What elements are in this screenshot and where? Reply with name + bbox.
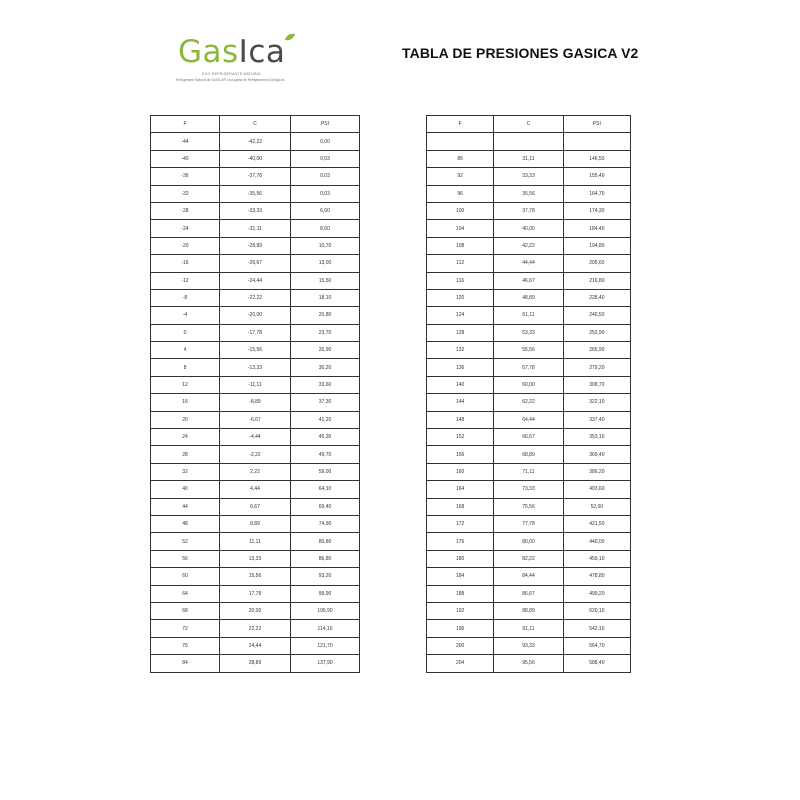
cell-f: 32 <box>151 463 220 480</box>
table-row <box>427 550 631 567</box>
cell-f: 172 <box>427 515 494 532</box>
cell-psi: 23,70 <box>291 324 360 341</box>
cell-c: 6,67 <box>219 498 290 515</box>
table-row <box>427 585 631 602</box>
column-header-c: C <box>219 116 290 133</box>
table-row <box>151 446 360 463</box>
table-row <box>151 220 360 237</box>
cell-c: -26,67 <box>219 255 290 272</box>
page-title: TABLA DE PRESIONES GASICA V2 <box>402 45 639 61</box>
cell-c: 93,33 <box>494 637 563 654</box>
pressure-table-right <box>426 115 631 673</box>
cell-f: -24 <box>151 220 220 237</box>
cell-psi: 69,40 <box>291 498 360 515</box>
cell-psi: 59,00 <box>291 463 360 480</box>
cell-psi: 478,80 <box>563 568 630 585</box>
gasica-logo <box>172 30 307 90</box>
table-row <box>427 463 631 480</box>
table-row <box>427 237 631 254</box>
cell-f: 24 <box>151 429 220 446</box>
cell-psi: 205,60 <box>563 255 630 272</box>
table-row <box>427 429 631 446</box>
table-row <box>427 515 631 532</box>
cell-f: 56 <box>151 550 220 567</box>
cell-f: 40 <box>151 481 220 498</box>
cell-f: 104 <box>427 220 494 237</box>
cell-f: 176 <box>427 533 494 550</box>
cell-c: 15,56 <box>219 568 290 585</box>
cell-f: 64 <box>151 585 220 602</box>
cell-psi: 155,40 <box>563 168 630 185</box>
cell-f: -40 <box>151 150 220 167</box>
table-row <box>151 255 360 272</box>
cell-psi: 308,70 <box>563 376 630 393</box>
cell-psi: 228,40 <box>563 289 630 306</box>
cell-psi: 240,50 <box>563 307 630 324</box>
table-row <box>151 637 360 654</box>
cell-psi: 184,40 <box>563 220 630 237</box>
table-row <box>151 324 360 341</box>
column-header-f: F <box>427 116 494 133</box>
cell-f: 100 <box>427 202 494 219</box>
cell-c: 31,11 <box>494 150 563 167</box>
table-row <box>427 446 631 463</box>
cell-f: -36 <box>151 168 220 185</box>
cell-c: 84,44 <box>494 568 563 585</box>
cell-f: 48 <box>151 515 220 532</box>
column-header-f: F <box>151 116 220 133</box>
table-row <box>151 568 360 585</box>
table-header-row <box>151 116 360 133</box>
cell-f: 160 <box>427 463 494 480</box>
table-row <box>151 185 360 202</box>
table-row <box>151 168 360 185</box>
table-row <box>151 463 360 480</box>
table-row <box>151 342 360 359</box>
table-row <box>151 429 360 446</box>
table-row <box>427 150 631 167</box>
cell-f: 120 <box>427 289 494 306</box>
cell-f: 44 <box>151 498 220 515</box>
cell-f: -32 <box>151 185 220 202</box>
cell-psi: 421,50 <box>563 515 630 532</box>
table-row <box>427 342 631 359</box>
cell-psi: 194,80 <box>563 237 630 254</box>
cell-c: 91,11 <box>494 620 563 637</box>
cell-c: 20,00 <box>219 602 290 619</box>
cell-c: -20,00 <box>219 307 290 324</box>
cell-c: -37,78 <box>219 168 290 185</box>
cell-psi: 30,20 <box>291 359 360 376</box>
cell-c: 53,33 <box>494 324 563 341</box>
cell-c: -2,22 <box>219 446 290 463</box>
table-row <box>151 150 360 167</box>
cell-f: 76 <box>151 637 220 654</box>
cell-c: 24,44 <box>219 637 290 654</box>
cell-f: 52 <box>151 533 220 550</box>
cell-f: 12 <box>151 376 220 393</box>
cell-psi: 337,40 <box>563 411 630 428</box>
cell-f: 72 <box>151 620 220 637</box>
cell-psi: 86,80 <box>291 550 360 567</box>
table-row <box>427 637 631 654</box>
table-row <box>151 602 360 619</box>
table-row <box>427 498 631 515</box>
cell-c: 42,22 <box>494 237 563 254</box>
cell-psi: 41,20 <box>291 411 360 428</box>
cell-psi: 369,40 <box>563 446 630 463</box>
cell-f: 108 <box>427 237 494 254</box>
cell-c: 33,33 <box>494 168 563 185</box>
cell-psi: 0,03 <box>291 185 360 202</box>
cell-c: -31,11 <box>219 220 290 237</box>
cell-f: 84 <box>151 655 220 672</box>
cell-c: 8,89 <box>219 515 290 532</box>
table-row <box>151 133 360 150</box>
cell-psi: 0,03 <box>291 168 360 185</box>
cell-f: 164 <box>427 481 494 498</box>
cell-f: 68 <box>151 602 220 619</box>
cell-c: 68,89 <box>494 446 563 463</box>
cell-c: 11,11 <box>219 533 290 550</box>
cell-f: -44 <box>151 133 220 150</box>
cell-c: 88,89 <box>494 602 563 619</box>
table-row <box>151 202 360 219</box>
cell-psi: 279,20 <box>563 359 630 376</box>
cell-c: 64,44 <box>494 411 563 428</box>
table-row <box>151 307 360 324</box>
cell-psi: 216,80 <box>563 272 630 289</box>
cell-f: 204 <box>427 655 494 672</box>
cell-psi: 353,10 <box>563 429 630 446</box>
cell-c: 40,00 <box>494 220 563 237</box>
table-row <box>151 533 360 550</box>
cell-f: 196 <box>427 620 494 637</box>
cell-psi: 114,10 <box>291 620 360 637</box>
cell-psi: 106,90 <box>291 602 360 619</box>
cell-f: -12 <box>151 272 220 289</box>
table-row <box>427 568 631 585</box>
cell-c: -33,33 <box>219 202 290 219</box>
cell-f: -28 <box>151 202 220 219</box>
cell-psi: 99,90 <box>291 585 360 602</box>
cell-f: -20 <box>151 237 220 254</box>
cell-f: 132 <box>427 342 494 359</box>
cell-f: 28 <box>151 446 220 463</box>
cell-psi: 499,20 <box>563 585 630 602</box>
table-row <box>427 272 631 289</box>
cell-f: 92 <box>427 168 494 185</box>
cell-c: 60,00 <box>494 376 563 393</box>
cell-c: -17,78 <box>219 324 290 341</box>
logo-wordmark <box>178 30 285 74</box>
cell-c: 55,56 <box>494 342 563 359</box>
cell-c: 62,22 <box>494 394 563 411</box>
cell-psi: 6,60 <box>291 202 360 219</box>
cell-c: 86,67 <box>494 585 563 602</box>
cell-psi: 45,30 <box>291 429 360 446</box>
cell-f: 180 <box>427 550 494 567</box>
cell-psi: 0,03 <box>291 150 360 167</box>
cell-f: -8 <box>151 289 220 306</box>
table-row <box>151 272 360 289</box>
table-row <box>151 376 360 393</box>
cell-c: 66,67 <box>494 429 563 446</box>
cell-f: 192 <box>427 602 494 619</box>
pressure-table-left <box>150 115 360 673</box>
cell-psi: 93,20 <box>291 568 360 585</box>
table-row <box>151 585 360 602</box>
table-spacer-row <box>427 133 631 150</box>
cell-c: 95,56 <box>494 655 563 672</box>
table-row <box>427 202 631 219</box>
cell-c: 51,11 <box>494 307 563 324</box>
cell-psi: 20,80 <box>291 307 360 324</box>
cell-f: 4 <box>151 342 220 359</box>
column-header-psi: PSI <box>563 116 630 133</box>
cell-f: 96 <box>427 185 494 202</box>
cell-f: 112 <box>427 255 494 272</box>
cell-f: 8 <box>151 359 220 376</box>
column-header-c: C <box>494 116 563 133</box>
cell-f: 140 <box>427 376 494 393</box>
cell-psi: 386,20 <box>563 463 630 480</box>
cell-psi: 121,70 <box>291 637 360 654</box>
cell-c: 4,44 <box>219 481 290 498</box>
table-row <box>427 533 631 550</box>
cell-f: 86 <box>427 150 494 167</box>
cell-c: 73,33 <box>494 481 563 498</box>
cell-c: -35,56 <box>219 185 290 202</box>
cell-c: 13,33 <box>219 550 290 567</box>
cell-psi: 174,30 <box>563 202 630 219</box>
table-row <box>427 185 631 202</box>
cell-c: 71,11 <box>494 463 563 480</box>
logo-tagline-2: Refrigerante Natural de GASICA® Una gama de Refrigerantes Ecológicos <box>176 78 285 82</box>
cell-c: 2,22 <box>219 463 290 480</box>
cell-c: -24,44 <box>219 272 290 289</box>
table-row <box>427 411 631 428</box>
cell-psi: 146,50 <box>563 150 630 167</box>
table-row <box>151 550 360 567</box>
cell-f: 60 <box>151 568 220 585</box>
cell-c: -42,22 <box>219 133 290 150</box>
cell-c: -6,67 <box>219 411 290 428</box>
cell-c: 48,89 <box>494 289 563 306</box>
cell-c: -15,56 <box>219 342 290 359</box>
cell-f: 128 <box>427 324 494 341</box>
table-row <box>427 481 631 498</box>
table-row <box>151 359 360 376</box>
cell-psi: 542,10 <box>563 620 630 637</box>
table-row <box>427 376 631 393</box>
cell-c: 28,89 <box>219 655 290 672</box>
cell-psi: 8,60 <box>291 220 360 237</box>
cell-psi: 564,70 <box>563 637 630 654</box>
cell-psi: 52,00 <box>563 498 630 515</box>
table-row <box>151 498 360 515</box>
table-row <box>427 394 631 411</box>
logo-ica: Ica <box>238 34 286 70</box>
cell-psi: 459,10 <box>563 550 630 567</box>
cell-c: -13,33 <box>219 359 290 376</box>
cell-f: 136 <box>427 359 494 376</box>
cell-f: 200 <box>427 637 494 654</box>
table-row <box>151 411 360 428</box>
cell-f: 116 <box>427 272 494 289</box>
cell-psi: 265,90 <box>563 342 630 359</box>
cell-psi: 37,30 <box>291 394 360 411</box>
table-row <box>427 220 631 237</box>
cell-psi: 33,60 <box>291 376 360 393</box>
cell-f: 152 <box>427 429 494 446</box>
cell-psi: 10,70 <box>291 237 360 254</box>
cell-psi: 80,80 <box>291 533 360 550</box>
cell-psi: 164,70 <box>563 185 630 202</box>
cell-psi: 322,10 <box>563 394 630 411</box>
cell-psi: 13,00 <box>291 255 360 272</box>
table-row <box>427 307 631 324</box>
cell-f: 16 <box>151 394 220 411</box>
table-row <box>427 324 631 341</box>
logo-gas: Gas <box>178 34 239 70</box>
column-header-psi: PSI <box>291 116 360 133</box>
cell-c: -22,22 <box>219 289 290 306</box>
table-row <box>151 237 360 254</box>
cell-f: 148 <box>427 411 494 428</box>
table-row <box>427 655 631 672</box>
cell-c: -40,00 <box>219 150 290 167</box>
logo-tagline-1: ECO-REFRIGERANTE NATURAL <box>202 72 262 76</box>
cell-c: 17,78 <box>219 585 290 602</box>
cell-c: 37,78 <box>494 202 563 219</box>
cell-f: -4 <box>151 307 220 324</box>
cell-c: -4,44 <box>219 429 290 446</box>
cell-psi: 0,00 <box>291 133 360 150</box>
cell-c: 46,67 <box>494 272 563 289</box>
table-row <box>151 394 360 411</box>
cell-f: 188 <box>427 585 494 602</box>
table-row <box>427 255 631 272</box>
cell-c: -8,89 <box>219 394 290 411</box>
cell-c: 80,00 <box>494 533 563 550</box>
table-header-row <box>427 116 631 133</box>
cell-psi: 620,10 <box>563 602 630 619</box>
cell-c: 35,56 <box>494 185 563 202</box>
table-row <box>427 168 631 185</box>
cell-f: 184 <box>427 568 494 585</box>
table-row <box>427 289 631 306</box>
table-row <box>427 602 631 619</box>
cell-c: 75,56 <box>494 498 563 515</box>
cell-c: 57,78 <box>494 359 563 376</box>
table-row <box>151 289 360 306</box>
cell-psi: 440,00 <box>563 533 630 550</box>
cell-psi: 26,90 <box>291 342 360 359</box>
cell-f: -16 <box>151 255 220 272</box>
cell-f: 156 <box>427 446 494 463</box>
cell-c: -28,89 <box>219 237 290 254</box>
leaf-icon <box>284 33 296 41</box>
cell-f: 124 <box>427 307 494 324</box>
cell-psi: 49,70 <box>291 446 360 463</box>
cell-c: 44,44 <box>494 255 563 272</box>
cell-f: 20 <box>151 411 220 428</box>
table-row <box>151 655 360 672</box>
cell-psi: 18,10 <box>291 289 360 306</box>
cell-f: 144 <box>427 394 494 411</box>
table-row <box>151 620 360 637</box>
cell-f: 0 <box>151 324 220 341</box>
cell-psi: 588,40 <box>563 655 630 672</box>
cell-psi: 64,10 <box>291 481 360 498</box>
table-row <box>427 620 631 637</box>
cell-c: -11,11 <box>219 376 290 393</box>
cell-c: 22,22 <box>219 620 290 637</box>
cell-psi: 403,60 <box>563 481 630 498</box>
cell-c: 82,22 <box>494 550 563 567</box>
cell-psi: 15,50 <box>291 272 360 289</box>
table-row <box>151 515 360 532</box>
cell-psi: 74,90 <box>291 515 360 532</box>
cell-f: 168 <box>427 498 494 515</box>
cell-psi: 137,90 <box>291 655 360 672</box>
cell-c: 77,78 <box>494 515 563 532</box>
table-row <box>151 481 360 498</box>
table-row <box>427 359 631 376</box>
cell-psi: 252,90 <box>563 324 630 341</box>
